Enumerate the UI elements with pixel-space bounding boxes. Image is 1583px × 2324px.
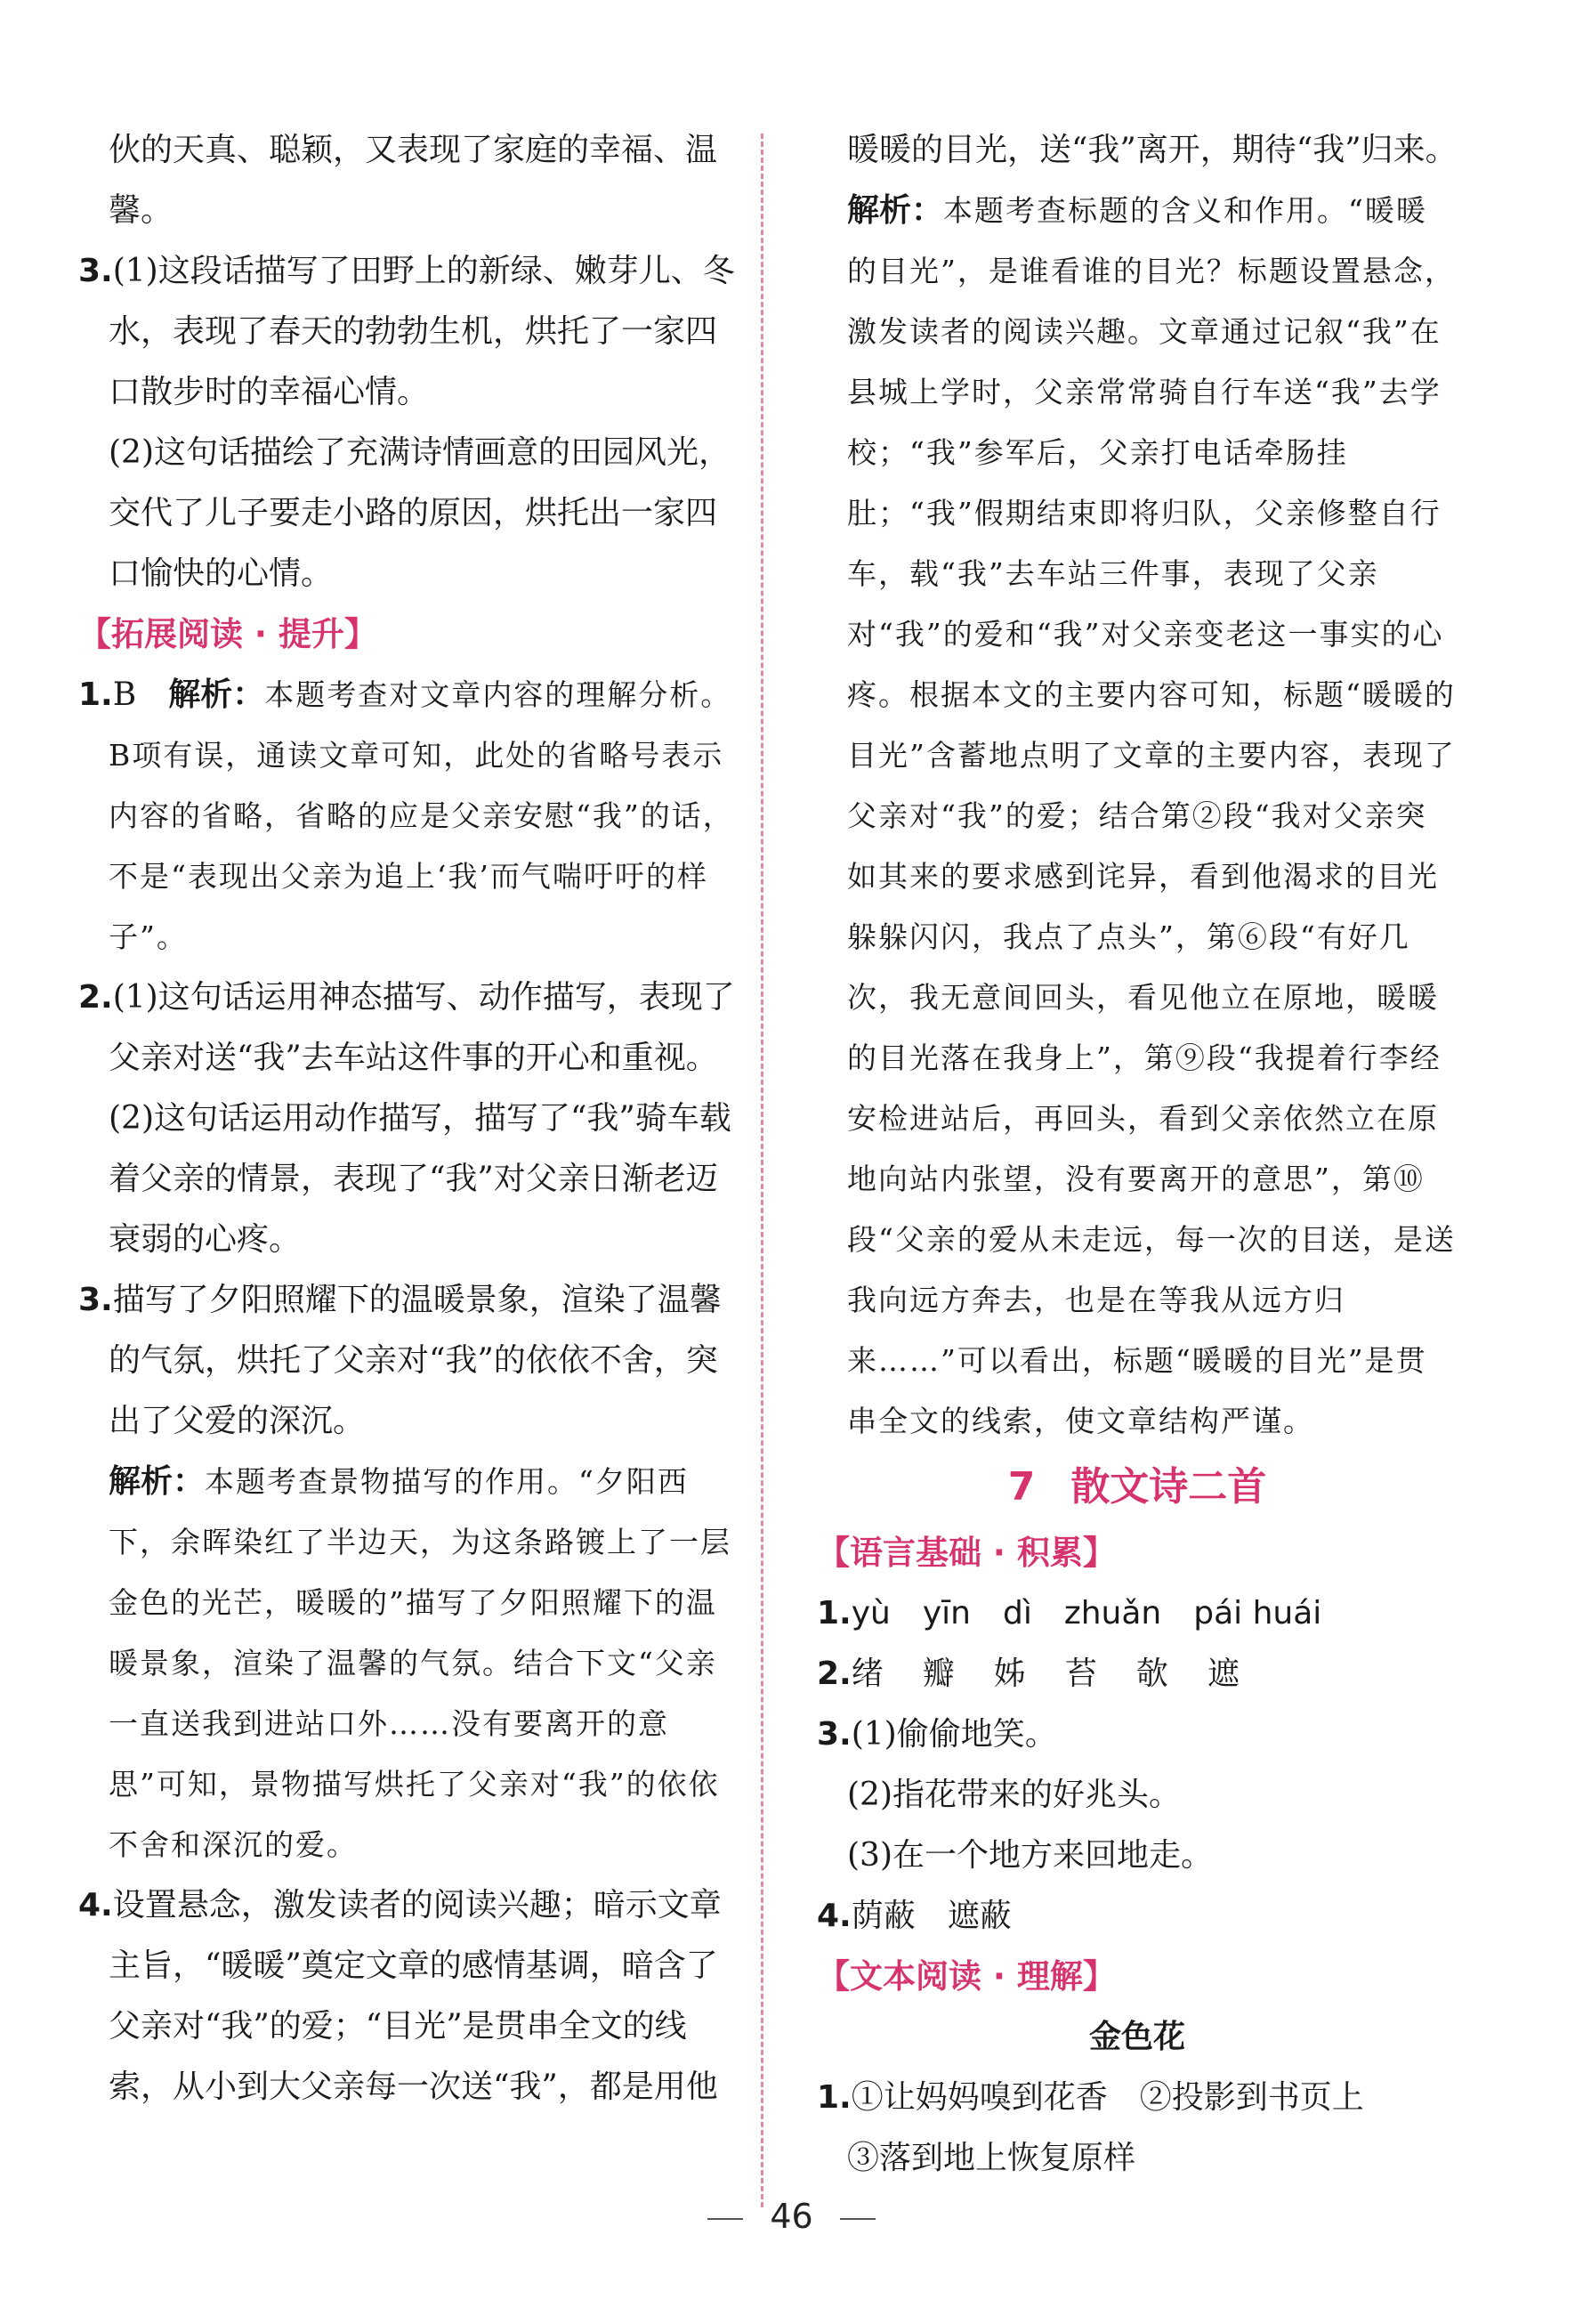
question-number: 2. [78, 979, 113, 1016]
answer-text: (1)这句话运用神态描写、动作描写，表现了父亲对送“我”去车站这件事的开心和重视。 [109, 979, 735, 1076]
analysis-label: 解析： [168, 676, 265, 713]
pinyin-item: zhuǎn [1063, 1595, 1162, 1632]
char-item: 姊 [993, 1656, 1026, 1692]
language-question-2 [817, 1644, 1458, 1705]
footer-dash-left [707, 2218, 743, 2220]
analysis-block [817, 181, 1458, 1452]
analysis-label: 解析： [847, 192, 944, 229]
answer-text: (1)偷偷地笑。 [851, 1716, 1057, 1753]
expand-question-3 [78, 1270, 741, 1452]
answer-part-2: ③落到地上恢复原样 [847, 2140, 1136, 2176]
pinyin-item: pái huái [1193, 1595, 1322, 1632]
question-number: 4. [817, 1898, 852, 1934]
text-question-1 [817, 2068, 1458, 2128]
expand-question-2 [78, 968, 741, 1089]
section-heading-text-reading: 【文本阅读 · 理解】 [817, 1957, 1116, 1996]
answer-part-2: (2)这句话描绘了充满诗情画意的田园风光，交代了儿子要走小路的原因，烘托出一家四口愉快的心情。 [109, 434, 731, 592]
pinyin-item: yù [851, 1595, 891, 1632]
analysis-label: 解析： [109, 1463, 206, 1500]
answer-text: (1)这段话描写了田野上的新绿、嫩芽儿、冬水，表现了春天的勃勃生机，烘托了一家四口散步时的幸福心情。 [109, 253, 735, 410]
question-number: 4. [78, 1887, 113, 1923]
lesson-title: 散文诗二首 [1070, 1464, 1267, 1510]
language-question-1 [817, 1583, 1458, 1644]
char-item: 遮 [1207, 1656, 1240, 1692]
page-number: 46 [770, 2197, 813, 2236]
char-item: 欹 [1135, 1656, 1168, 1692]
expand-question-1 [78, 665, 741, 968]
answer-part-2: (2)指花带来的好兆头。 [847, 1777, 1181, 1813]
analysis-block [78, 1452, 741, 1875]
question-number: 1. [817, 2079, 852, 2116]
pinyin-list [852, 1595, 1354, 1632]
lesson-heading [817, 1452, 1458, 1523]
expand-question-4 [78, 1875, 741, 2118]
answer-text: ①让妈妈嗅到花香 ②投影到书页上 [851, 2079, 1364, 2116]
column-divider [761, 134, 763, 2207]
language-question-3 [817, 1705, 1458, 1765]
answer-text: 荫蔽 遮蔽 [851, 1898, 1012, 1934]
pinyin-item: yīn [922, 1595, 971, 1632]
answer-part-3: (3)在一个地方来回地走。 [847, 1837, 1213, 1874]
poem-title: 金色花 [1088, 2019, 1185, 2055]
answer-part-2: (2)这句话运用动作描写，描写了“我”骑车载着父亲的情景，表现了“我”对父亲日渐老迈衰弱的心疼。 [109, 1100, 731, 1258]
answer-continued: 暖暖的目光，送“我”离开，期待“我”归来。 [847, 132, 1458, 168]
answer-text: 设置悬念，激发读者的阅读兴趣；暗示文章主旨，“暖暖”奠定文章的感情基调，暗含了父亲对“我”的爱；“目光”是贯串全文的线索，从小到大父亲每一次送“我”，都是用他 [109, 1887, 722, 2105]
answer-text: 描写了夕阳照耀下的温暖景象，渲染了温馨的气氛，烘托了父亲对“我”的依依不舍，突出了父爱的深沉。 [109, 1282, 722, 1439]
answer-choice: B [112, 676, 137, 713]
left-column [78, 120, 741, 2118]
analysis-text: 本题考查景物描写的作用。“夕阳西下，余晖染红了半边天，为这条路镀上了一层金色的光芒，暖暖的”描写了夕阳照耀下的温暖景象，渲染了温馨的气氛。结合下文“父亲一直送我到进站口外……没有要离开的意思”可知，景物描写烘托了父亲对“我”的依依不舍和深沉的爱。 [109, 1464, 731, 1862]
lesson-number: 7 [1007, 1464, 1036, 1510]
question-number: 1. [78, 676, 113, 713]
char-item: 绪 [851, 1656, 884, 1692]
question-number: 1. [817, 1595, 852, 1632]
paragraph-continued: 伙的天真、聪颖，又表现了家庭的幸福、温馨。 [109, 132, 718, 229]
question-number: 3. [78, 253, 113, 289]
question-number: 2. [817, 1656, 852, 1692]
footer-dash-right [840, 2218, 876, 2220]
analysis-text: 本题考查对文章内容的理解分析。B项有误，通读文章可知，此处的省略号表示内容的省略，省略的应是父亲安慰“我”的话，不是“表现出父亲为追上‘我’而气喘吁吁的样子”。 [109, 677, 734, 954]
question-number: 3. [78, 1282, 113, 1318]
char-item: 苔 [1064, 1656, 1097, 1692]
right-column [817, 120, 1458, 2189]
language-question-4 [817, 1886, 1458, 1947]
char-item: 瓣 [922, 1656, 955, 1692]
question-3 [78, 241, 741, 423]
pinyin-item: dì [1002, 1595, 1032, 1632]
page-footer [0, 2197, 1583, 2236]
section-heading-language: 【语言基础 · 积累】 [817, 1534, 1116, 1572]
analysis-text: 本题考查标题的含义和作用。“暖暖的目光”，是谁看谁的目光？标题设置悬念，激发读者的阅读兴趣。文章通过记叙“我”在县城上学时，父亲常常骑自行车送“我”去学校；“我”参军后，父亲打电话牵肠挂肚；“我”假期结束即将归队，父亲修整自行车，载“我”去车站三件事，表现了父亲对“我”的爱和“我”对父亲变老这一事实的心疼。根据本文的主要内容可知，标题“暖暖的目光”含蓄地点明了文章的主要内容，表现了父亲对“我”的爱；结合第②段“我对父亲突如其来的要求感到诧异，看到他渴求的目光躲躲闪闪，我点了点头”，第⑥段“有好几次，我无意间回头，看见他立在原地，暖暖的目光落在我身上”，第⑨段“我提着行李经安检进站后，再回头，看到父亲依然立在原地向站内张望，没有要离开的意思”，第⑩段“父亲的爱从未走远，每一次的目送，是送我向远方奔去，也是在等我从远方归来……”可以看出，标题“暖暖的目光”是贯串全文的线索，使文章结构严谨。 [847, 193, 1456, 1438]
question-number: 3. [817, 1716, 852, 1753]
section-heading-expand: 【拓展阅读 · 提升】 [78, 615, 377, 653]
